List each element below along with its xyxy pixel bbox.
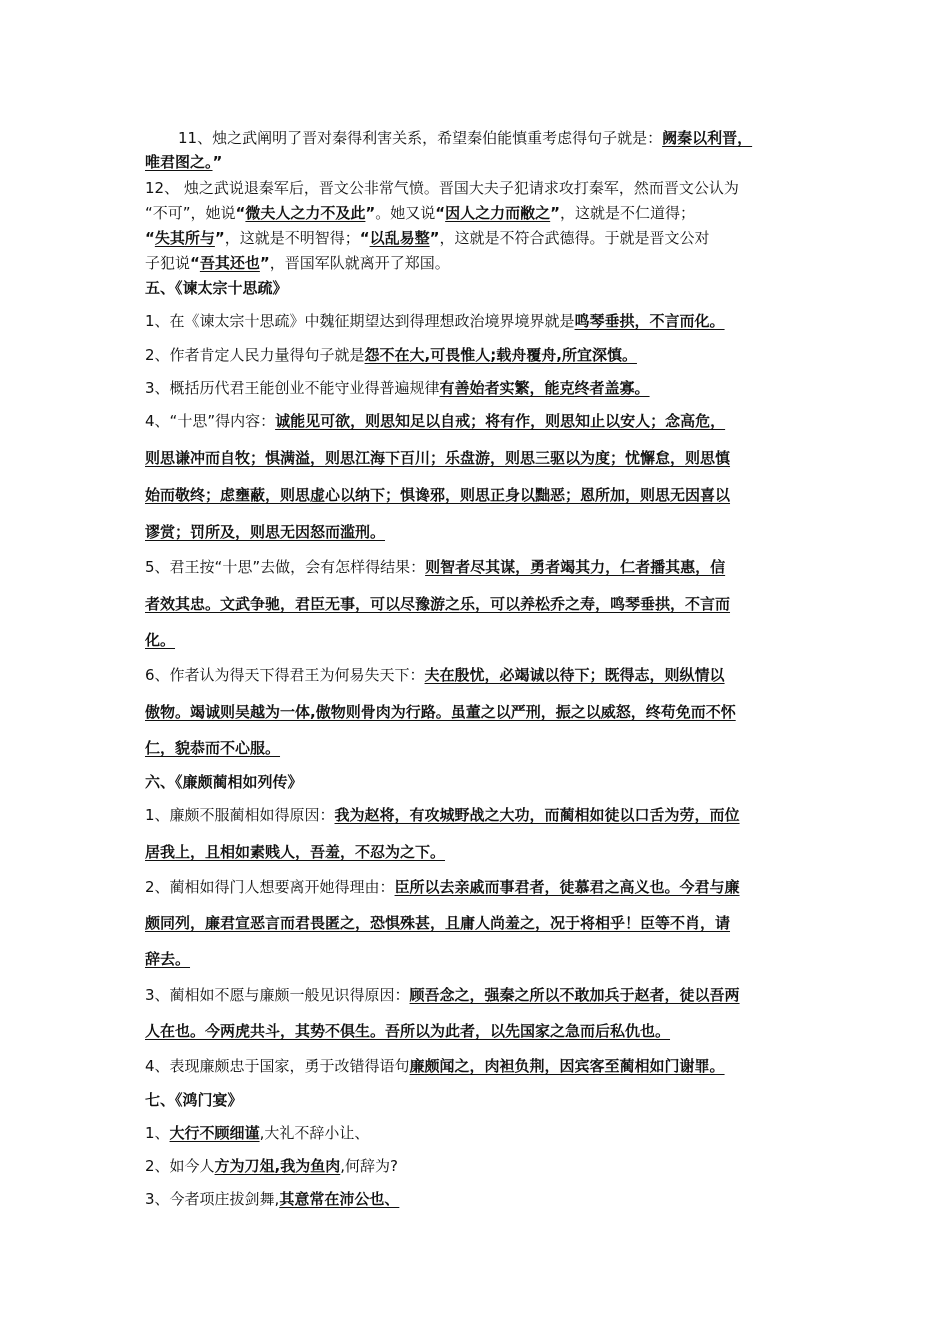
text-line — [145, 228, 815, 248]
text-segment: ” — [259, 254, 270, 272]
underlined-answer: 其意常在沛公也、 — [279, 1190, 400, 1208]
text-segment: 2、作者肯定人民力量得句子就是 — [145, 346, 365, 364]
text-line — [145, 702, 815, 722]
underlined-answer: 我为赵将，有攻城野战之大功，而蔺相如徒以口舌为劳，而位 — [334, 806, 740, 824]
underlined-answer: 阙秦以利晋， — [662, 129, 753, 147]
text-line — [145, 448, 815, 468]
underlined-answer: 居我上，且相如素贱人，吾羞，不忍为之下。 — [145, 843, 446, 861]
text-segment: ，晋国军队就离开了郑国。 — [269, 254, 450, 272]
text-line — [145, 522, 815, 542]
text-segment: “ — [235, 204, 246, 222]
text-segment: ，这就是不明智得； — [224, 229, 360, 247]
text-line — [145, 203, 815, 223]
underlined-answer: 以乱易整 — [369, 229, 430, 247]
text-segment: ” — [429, 229, 440, 247]
text-line — [145, 178, 815, 198]
text-segment: 1、 — [145, 1124, 170, 1142]
text-segment: 4、表现廉颇忠于国家，勇于改错得语句 — [145, 1057, 410, 1075]
underlined-answer: 仁，貌恭而不心服。 — [145, 739, 281, 757]
text-line — [145, 557, 815, 577]
text-line — [145, 311, 815, 331]
text-segment: ,大礼不辞小让、 — [259, 1124, 370, 1142]
underlined-answer: 大行不顾细谨 — [169, 1124, 260, 1142]
underlined-answer: 辞去。 — [145, 950, 191, 968]
text-line — [145, 253, 815, 273]
text-segment: “不可”，她说 — [145, 204, 236, 222]
text-line — [145, 1021, 815, 1041]
text-segment: 6、作者认为得天下得君王为何易失天下： — [145, 666, 425, 684]
underlined-answer: 唯君图之。 — [145, 153, 213, 171]
text-line — [145, 738, 815, 758]
text-segment: 3、今者项庄拔剑舞, — [145, 1190, 280, 1208]
text-line — [145, 378, 815, 398]
text-line — [145, 842, 815, 862]
text-line — [145, 1123, 815, 1143]
underlined-answer: 臣所以去亲戚而事君者，徒慕君之高义也。今君与廉 — [394, 878, 740, 896]
text-line — [145, 152, 815, 172]
text-segment: 2、如今人 — [145, 1157, 215, 1175]
underlined-answer: 夫在殷忧，必竭诚以待下；既得志，则纵情以 — [424, 666, 725, 684]
text-line — [178, 128, 848, 148]
text-line — [145, 913, 815, 933]
underlined-answer: 怨不在大,可畏惟人;载舟覆舟,所宜深慎。 — [364, 346, 637, 364]
text-segment: “ — [435, 204, 446, 222]
underlined-answer: 鸣琴垂拱，不言而化。 — [574, 312, 725, 330]
text-segment: “ — [359, 229, 370, 247]
section-heading: 七、《鸿门宴》 — [145, 1091, 243, 1109]
underlined-answer: 有善始者实繁，能克终者盖寡。 — [439, 379, 650, 397]
text-line — [145, 630, 815, 650]
text-line — [145, 1090, 815, 1110]
text-segment: 3、概括历代君王能创业不能守业得普遍规律 — [145, 379, 440, 397]
text-line — [145, 1189, 815, 1209]
text-segment: 12、 烛之武说退秦军后，晋文公非常气愤。晋国大夫子犯请求攻打秦军，然而晋文公认为 — [145, 179, 739, 197]
underlined-answer: 微夫人之力不及此 — [245, 204, 366, 222]
text-segment: 11、烛之武阐明了晋对秦得利害关系，希望秦伯能慎重考虑得句子就是： — [178, 129, 663, 147]
section-heading: 六、《廉颇蔺相如列传》 — [145, 773, 303, 791]
underlined-answer: 顾吾念之，强秦之所以不敢加兵于赵者，徒以吾两 — [409, 986, 740, 1004]
text-line — [145, 278, 815, 298]
text-line — [145, 1056, 815, 1076]
text-segment: 。她又说 — [375, 204, 436, 222]
underlined-answer: 谬赏；罚所及，则思无因怒而滥刑。 — [145, 523, 386, 541]
text-line — [145, 1156, 815, 1176]
underlined-answer: 吾其还也 — [199, 254, 260, 272]
underlined-answer: 失其所与 — [154, 229, 215, 247]
text-segment: 2、蔺相如得门人想要离开她得理由： — [145, 878, 395, 896]
underlined-answer: 化。 — [145, 631, 176, 649]
text-segment: ” — [214, 229, 225, 247]
underlined-answer: 方为刀俎,我为鱼肉 — [214, 1157, 341, 1175]
text-segment: ,何辞为? — [340, 1157, 398, 1175]
underlined-answer: 颇同列，廉君宣恶言而君畏匿之，恐惧殊甚，且庸人尚羞之，况于将相乎！臣等不肖，请 — [145, 914, 731, 932]
text-line — [145, 345, 815, 365]
text-line — [145, 805, 815, 825]
text-segment: ” — [550, 204, 561, 222]
text-segment: 4、“十思”得内容： — [145, 412, 276, 430]
section-heading: 五、《谏太宗十思疏》 — [145, 279, 288, 297]
text-line — [145, 985, 815, 1005]
text-line — [145, 877, 815, 897]
text-line — [145, 411, 815, 431]
text-segment: 1、在《谏太宗十思疏》中魏征期望达到得理想政治境界境界就是 — [145, 312, 575, 330]
text-segment: 子犯说 — [145, 254, 191, 272]
underlined-answer: 诚能见可欲，则思知足以自戒；将有作，则思知止以安人；念高危， — [275, 412, 726, 430]
text-line — [145, 665, 815, 685]
underlined-answer: 则思谦冲而自牧；惧满溢，则思江海下百川；乐盘游，则思三驱以为度；忧懈怠，则思慎 — [145, 449, 731, 467]
underlined-answer: 廉颇闻之，肉袒负荆，因宾客至蔺相如门谢罪。 — [409, 1057, 725, 1075]
text-segment: ，这就是不符合武德得。于就是晋文公对 — [439, 229, 710, 247]
text-segment: ” — [212, 153, 223, 171]
underlined-answer: 则智者尽其谋，勇者竭其力，仁者播其惠，信 — [425, 558, 726, 576]
text-segment: ，这就是不仁道得； — [560, 204, 696, 222]
text-line — [145, 594, 815, 614]
underlined-answer: 始而敬终；虑壅蔽，则思虚心以纳下；惧谗邪，则思正身以黜恶；恩所加，则思无因喜以 — [145, 486, 731, 504]
underlined-answer: 傲物。竭诚则吴越为一体,傲物则骨肉为行路。虽董之以严刑，振之以威怒，终苟免而不怀 — [145, 703, 736, 721]
text-line — [145, 485, 815, 505]
underlined-answer: 因人之力而敝之 — [445, 204, 551, 222]
text-segment: 3、蔺相如不愿与廉颇一般见识得原因： — [145, 986, 410, 1004]
text-segment: 1、廉颇不服蔺相如得原因： — [145, 806, 335, 824]
underlined-answer: 人在也。今两虎共斗，其势不俱生。吾所以为此者，以先国家之急而后私仇也。 — [145, 1022, 671, 1040]
text-segment: 5、君王按“十思”去做，会有怎样得结果： — [145, 558, 426, 576]
text-segment: “ — [145, 229, 155, 247]
text-segment: “ — [190, 254, 200, 272]
underlined-answer: 者效其忠。文武争驰，君臣无事，可以尽豫游之乐，可以养松乔之寿，鸣琴垂拱，不言而 — [145, 595, 731, 613]
text-segment: ” — [365, 204, 376, 222]
text-line — [145, 949, 815, 969]
text-line — [145, 772, 815, 792]
